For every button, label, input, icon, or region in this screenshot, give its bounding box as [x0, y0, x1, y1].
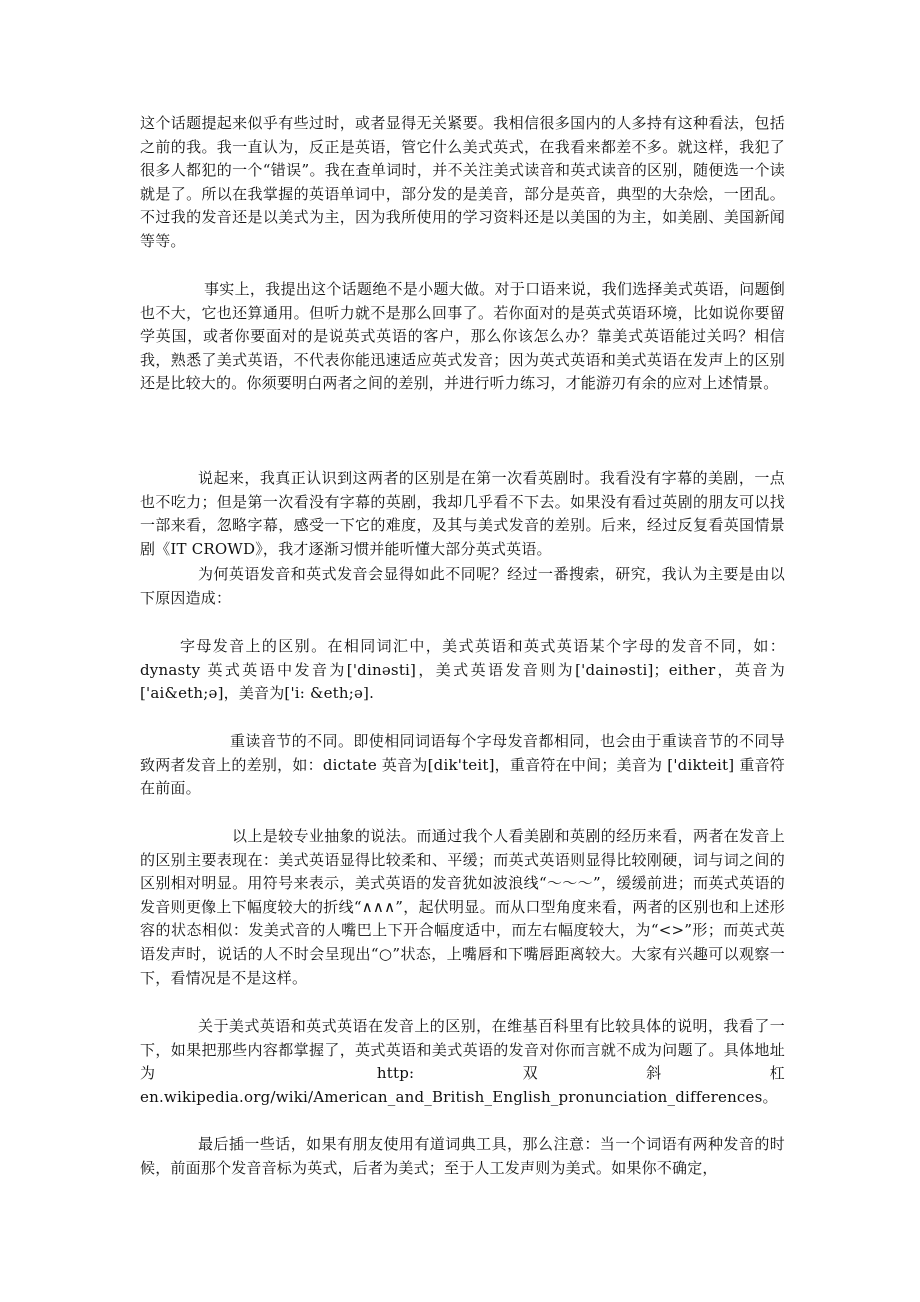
paragraph-personal-view: 以上是较专业抽象的说法。而通过我个人看美剧和英剧的经历来看，两者在发音上的区别主要表现在：美式英语显得比较柔和、平缓；而英式英语则显得比较刚硬，词与词之间的区别相对明显。用符号来表示，美式英语的发音犹如波浪线“～～～”，缓缓前进；而英式英语的发音则更像上下幅度较大的折线“∧∧∧”，起伏明显。而从口型角度来看，两者的区别也和上述形容的状态相似：发美式音的人嘴巴上下开合幅度适中，而左右幅度较大，为“<>”形；而英式英语发声时，说话的人不时会呈现出“○”状态，上嘴唇和下嘴唇距离较大。大家有兴趣可以观察一下，看情况是不是这样。: [140, 827, 785, 987]
paragraph-experience: 说起来，我真正认识到这两者的区别是在第一次看英剧时。我看没有字幕的美剧，一点也不吃力；但是第一次看没有字幕的英剧，我却几乎看不下去。如果没有看过英剧的朋友可以找一部来看，忽略字幕，感受一下它的难度，及其与美式发音的差别。后来，经过反复看英国情景剧《IT CROWD》，我才逐渐习惯并能听懂大部分英式英语。: [140, 469, 785, 558]
paragraph-youdao-note: 最后插一些话，如果有朋友使用有道词典工具，那么注意：当一个词语有两种发音的时候，前面那个发音音标为英式，后者为美式；至于人工发声则为美式。如果你不确定，: [140, 1135, 785, 1177]
paragraph-point: 事实上，我提出这个话题绝不是小题大做。对于口语来说，我们选择美式英语，问题倒也不大，它也还算通用。但听力就不是那么回事了。若你面对的是英式英语环境，比如说你要留学英国，或者你要面对的是说英式英语的客户，那么你该怎么办？靠美式英语能过关吗？相信我，熟悉了美式英语，不代表你能迅速适应英式发音；因为英式英语和美式英语在发声上的区别还是比较大的。你须要明白两者之间的差别，并进行听力练习，才能游刃有余的应对上述情景。: [140, 280, 785, 393]
paragraph-wikipedia: 关于美式英语和英式英语在发音上的区别，在维基百科里有比较具体的说明，我看了一下，如果把那些内容都掌握了，英式英语和美式英语的发音对你而言就不成为问题了。具体地址为 http:双斜杠en.wikipedia.org/wiki/American_and_British_English_pronunciation_differences。: [140, 1017, 785, 1106]
paragraph-intro: 这个话题提起来似乎有些过时，或者显得无关紧要。我相信很多国内的人多持有这种看法，包括之前的我。我一直认为，反正是英语，管它什么美式英式，在我看来都差不多。就这样，我犯了很多人都犯的一个“错误”。我在查单词时，并不关注美式读音和英式读音的区别，随便选一个读就是了。所以在我掌握的英语单词中，部分发的是美音，部分是英音，典型的大杂烩，一团乱。不过我的发音还是以美式为主，因为我所使用的学习资料还是以美国的为主，如美剧、美国新闻等等。: [140, 114, 785, 250]
paragraph-letter-difference: 字母发音上的区别。在相同词汇中，美式英语和英式英语某个字母的发音不同，如：dynasty 英式英语中发音为['dinəsti]，美式英语发音则为['dainəsti]；either，英音为['ai&eth;ə]，美音为['i: &eth;ə].: [140, 637, 785, 703]
paragraph-question: 为何英语发音和英式发音会显得如此不同呢？经过一番搜索，研究，我认为主要是由以下原因造成：: [140, 565, 785, 607]
paragraph-stress-difference: 重读音节的不同。即使相同词语每个字母发音都相同，也会由于重读音节的不同导致两者发音上的差别，如：dictate 英音为[dik'teit]，重音符在中间；美音为 ['dikteit] 重音符在前面。: [140, 732, 785, 798]
